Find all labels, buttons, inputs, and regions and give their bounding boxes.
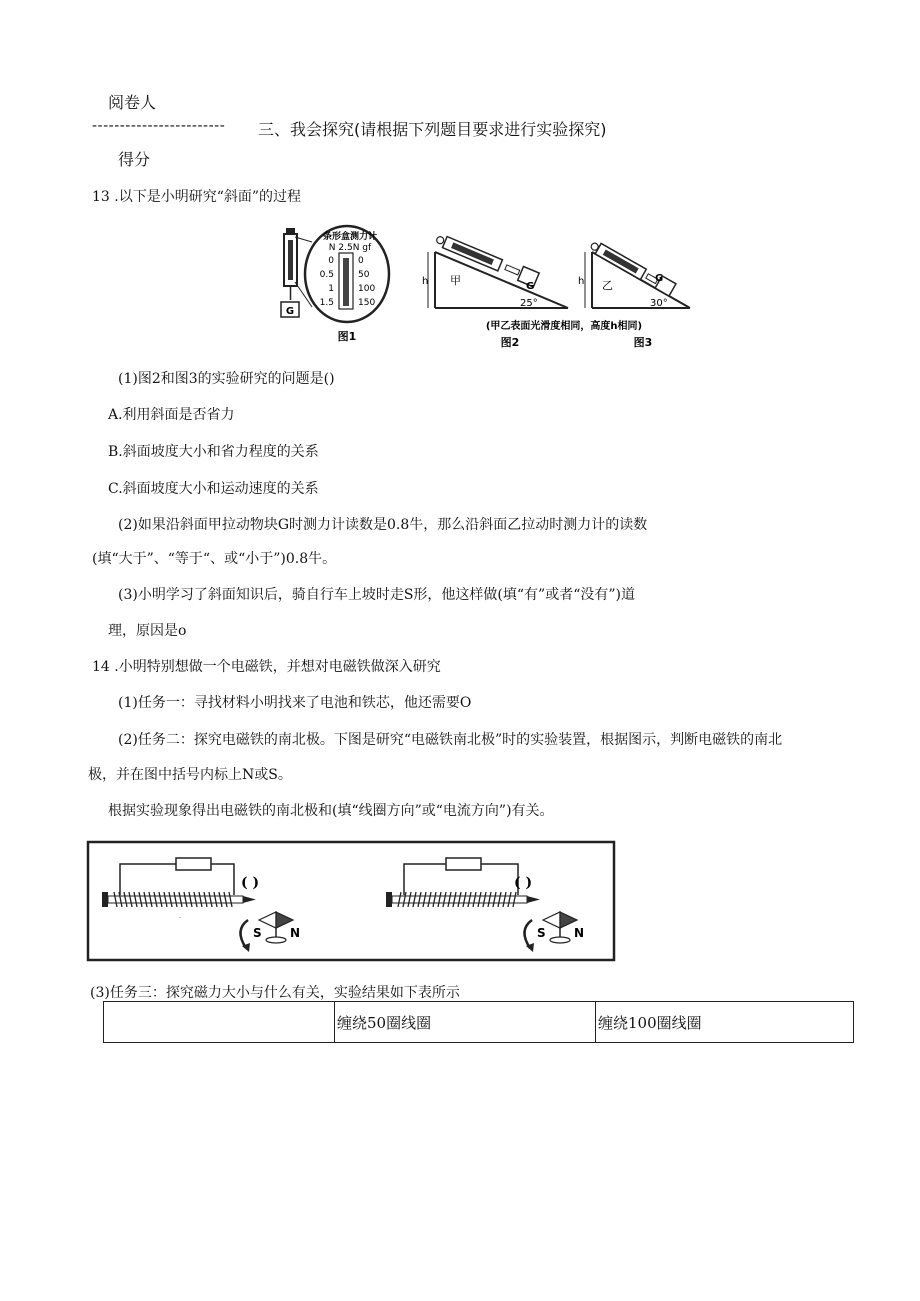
incline-jia	[428, 231, 568, 308]
incline-yi	[585, 238, 690, 308]
svg-text:.: .	[179, 913, 181, 920]
fig2-h-label: h	[422, 276, 429, 287]
table-header-cell	[104, 1002, 335, 1043]
incline-figure	[272, 222, 697, 354]
q13-part2-line1: (2)如果沿斜面甲拉动物块G时测力计读数是0.8牛，那么沿斜面乙拉动时测力计的读数	[118, 517, 648, 533]
fig3-h-label: h	[578, 276, 585, 287]
left-n-label: N	[290, 926, 301, 940]
table-row	[104, 1002, 854, 1043]
q13-stem: 13 .以下是小明研究“斜面”的过程	[92, 189, 302, 205]
dial-right-0: 0	[358, 256, 364, 266]
fig3-caption: 图3	[633, 336, 653, 349]
q14-task2-line1: (2)任务二：探究电磁铁的南北极。下图是研究“电磁铁南北极”时的实验装置，根据图示，判断电磁铁的南北	[118, 732, 783, 748]
dial-left-2: 1	[328, 284, 334, 294]
dial-title: 条形盒测力计	[322, 232, 378, 242]
dial-right-3: 150	[358, 298, 376, 308]
result-table	[103, 1001, 854, 1043]
section-title: 三、我会探究(请根据下列题目要求进行实验探究)	[258, 120, 607, 139]
right-s-label: S	[537, 926, 546, 940]
dial-units: N 2.5N gf	[328, 243, 372, 253]
left-s-label: S	[253, 926, 262, 940]
fig2-caption: 图2	[500, 336, 520, 349]
dial-right-1: 50	[358, 270, 370, 280]
score-label: 得分	[118, 150, 151, 169]
q13-option-c: C.斜面坡度大小和运动速度的关系	[108, 481, 319, 497]
q13-part1: (1)图2和图3的实验研究的问题是()	[118, 371, 335, 387]
incline-note: (甲乙表面光滑度相同，高度h相同)	[485, 321, 643, 332]
q13-part3-line1: (3)小明学习了斜面知识后，骑自行车上坡时走S形，他这样做(填“有”或者“没有”)道	[118, 587, 635, 603]
fig2-g-label: G	[526, 281, 535, 292]
q14-stem: 14 .小明特别想做一个电磁铁，并想对电磁铁做深入研究	[92, 659, 441, 675]
angle-25-label: 25°	[520, 298, 538, 309]
dial-right-2: 100	[358, 284, 376, 294]
q14-task2-line2: 极，并在图中括号内标上N或S。	[88, 767, 292, 783]
jia-label: 甲	[450, 274, 461, 287]
q13-part2-line2: (填“大于”、“等于“、或“小于”)0.8牛。	[92, 551, 337, 567]
dial-left-0: 0	[328, 256, 334, 266]
left-bracket: ( )	[241, 875, 260, 891]
table-header-cell: 缠绕100圈线圈	[596, 1002, 854, 1043]
q13-part3-line2: 理，原因是o	[108, 623, 187, 639]
right-n-label: N	[574, 926, 585, 940]
right-bracket: ( )	[514, 875, 533, 891]
yi-label: 乙	[602, 279, 613, 292]
q13-option-b: B.斜面坡度大小和省力程度的关系	[108, 444, 319, 460]
q14-task3: (3)任务三：探究磁力大小与什么有关，实验结果如下表所示	[90, 985, 460, 1001]
fig3-g-label: G	[655, 273, 664, 284]
separator-dashes: ------------------------	[92, 118, 226, 134]
q13-option-a: A.利用斜面是否省力	[108, 407, 235, 423]
q14-task1: (1)任务一：寻找材料小明找来了电池和铁芯，他还需要O	[118, 695, 472, 711]
q14-task2-line3: 根据实验现象得出电磁铁的南北极和(填“线圈方向”或“电流方向”)有关。	[108, 803, 554, 819]
spring-scale-icon	[281, 228, 299, 317]
table-header-cell: 缠绕50圈线圈	[335, 1002, 596, 1043]
fig1-caption: 图1	[337, 330, 357, 343]
weight-g-label: G	[285, 306, 295, 317]
dial-left-3: 1.5	[319, 298, 334, 308]
angle-30-label: 30°	[650, 298, 668, 309]
dial-left-1: 0.5	[319, 270, 334, 280]
reviewer-label: 阅卷人	[108, 93, 157, 112]
electromagnet-figure	[86, 840, 616, 962]
